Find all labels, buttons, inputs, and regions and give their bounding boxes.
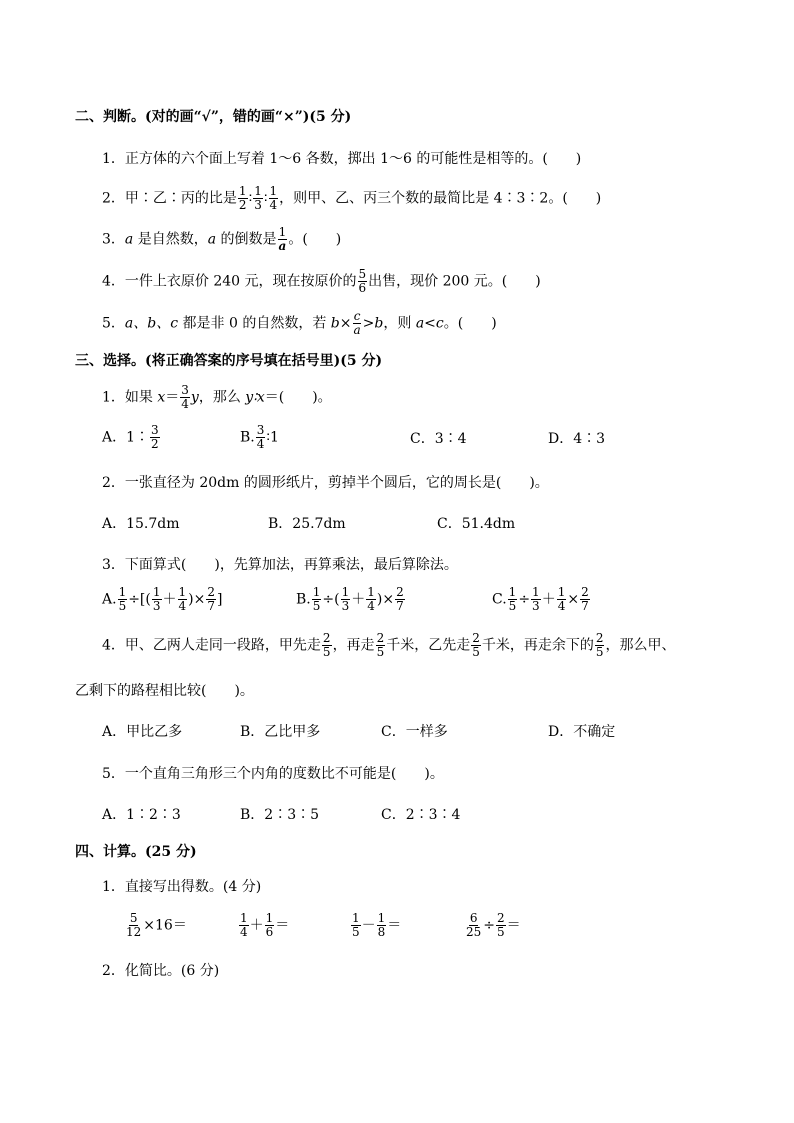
numerator: 5: [358, 267, 367, 281]
operator: )×: [376, 591, 395, 608]
choice-q4: [102, 632, 675, 659]
denominator: 4: [557, 599, 566, 613]
option-d: D．不确定: [548, 724, 616, 740]
denominator: 8: [377, 925, 386, 939]
denominator: 4: [367, 599, 375, 613]
var-a: a: [124, 231, 134, 248]
option-label: B.: [296, 591, 311, 608]
expression-1: [124, 912, 187, 939]
operator: ÷[(: [128, 591, 151, 608]
gt-sign: >: [362, 315, 375, 332]
numerator: 1: [341, 585, 350, 599]
denominator: 4: [240, 925, 248, 939]
times-sign: ×: [339, 315, 352, 332]
q4-text-pre: 4．一件上衣原价 240 元，现在按原价的: [102, 273, 357, 290]
numerator: 2: [207, 585, 215, 599]
q3-text-mid: 是自然数，: [133, 231, 208, 248]
fraction: [531, 586, 541, 613]
judgment-q5: [102, 310, 497, 337]
fraction: [465, 912, 482, 939]
numerator: 1: [265, 911, 274, 925]
numerator: 3: [151, 423, 159, 437]
option-c: C．3∶4: [410, 431, 467, 447]
numerator: 1: [178, 585, 187, 599]
expression-tail: ＝: [275, 917, 290, 934]
numerator: 2: [581, 585, 589, 599]
numerator: 1: [532, 585, 540, 599]
operator: ＋: [249, 917, 264, 934]
q5-text-mid2: ，则: [383, 315, 416, 332]
calc-expressions: [0, 912, 794, 948]
numerator: 1: [118, 585, 127, 599]
denominator: 5: [595, 645, 604, 659]
fraction: [557, 586, 567, 613]
choice-q5-options: [0, 806, 794, 826]
fraction: [377, 912, 387, 939]
numerator: 1: [312, 585, 321, 599]
numerator: 2: [396, 585, 404, 599]
ratio-sep: ∶: [248, 190, 253, 207]
option-a: A．15.7dm: [102, 516, 180, 532]
operator: ]: [216, 591, 223, 608]
expression-3: [350, 912, 401, 939]
fraction: [471, 632, 481, 659]
ratio-sep: ∶: [263, 190, 268, 207]
denominator: 5: [472, 645, 480, 659]
q5-text-post: 。( ): [443, 315, 497, 332]
option-label: C.: [492, 591, 507, 608]
denominator: 3: [341, 599, 350, 613]
fraction: [178, 586, 188, 613]
fraction: [580, 586, 590, 613]
numerator: 2: [497, 911, 505, 925]
ratio-yx: y∶x: [245, 389, 265, 406]
denominator: 4: [269, 198, 278, 212]
option-b: B．乙比甲多: [240, 724, 321, 740]
option-a: A．1∶2∶3: [102, 807, 181, 823]
denominator: 12: [126, 925, 142, 939]
equals: ＝: [165, 389, 180, 406]
denominator: 6: [358, 281, 367, 295]
q1-text-post2: ＝( )。: [264, 389, 332, 406]
numerator: c: [353, 309, 361, 323]
numerator: 3: [181, 383, 189, 397]
denominator: a: [353, 323, 361, 337]
choice-q4-options: [0, 723, 794, 743]
q5-text-mid: 都是非 0 的自然数，若: [178, 315, 331, 332]
fraction: [118, 586, 128, 613]
option-a: [102, 424, 161, 451]
fraction: [353, 310, 362, 337]
q1-text-pre: 1．如果: [102, 389, 158, 406]
choice-q3-options: [0, 586, 794, 618]
option-d: D．4∶3: [548, 431, 606, 447]
fraction: [150, 424, 160, 451]
calc-q1: 1．直接写出得数。(4 分): [102, 879, 262, 895]
q4-text-m1: ，再走: [332, 637, 375, 654]
fraction: [351, 912, 361, 939]
denominator: 5: [508, 599, 517, 613]
q2-text-pre: 2．甲∶乙∶丙的比是: [102, 190, 237, 207]
q4-text-m2: 千米，乙先走: [386, 637, 471, 654]
numerator: 1: [377, 911, 386, 925]
numerator: 1: [152, 585, 161, 599]
denominator: 4: [256, 437, 265, 451]
operator: －: [361, 917, 376, 934]
denominator: 5: [497, 925, 505, 939]
compare: a<c: [415, 315, 444, 332]
fraction: [366, 586, 376, 613]
option-c: [492, 586, 591, 613]
fraction: [269, 185, 279, 212]
choice-q1-options: [0, 424, 794, 452]
operator: ＋: [351, 591, 366, 608]
numerator: 1: [254, 184, 262, 198]
denominator: 5: [352, 925, 360, 939]
denominator: 7: [396, 599, 404, 613]
calc-q2: 2．化简比。(6 分): [102, 963, 220, 979]
judgment-q1: 1．正方体的六个面上写着 1～6 各数，掷出 1～6 的可能性是相等的。( ): [102, 151, 582, 167]
section-heading-judgment: 二、判断。(对的画“√”，错的画“×”)(5 分): [75, 109, 352, 125]
q3-text-post: 。( ): [288, 231, 342, 248]
var-b: b: [330, 315, 340, 332]
judgment-q2: [102, 185, 601, 212]
numerator: 2: [472, 631, 480, 645]
operator: ÷: [483, 917, 496, 934]
denominator: 2: [238, 198, 247, 212]
operator: ＋: [541, 591, 556, 608]
numerator: 6: [469, 911, 478, 925]
expression-tail: ＝: [387, 917, 402, 934]
denominator: 5: [118, 599, 127, 613]
choice-q5: 5．一个直角三角形三个内角的度数比不可能是( )。: [102, 766, 444, 782]
numerator: 2: [595, 631, 604, 645]
denominator: 6: [265, 925, 274, 939]
fraction: [312, 586, 322, 613]
fraction: [180, 384, 190, 411]
option-a-pre: A．1∶: [102, 429, 150, 446]
denominator: 4: [181, 397, 189, 411]
section-heading-calculation: 四、计算。(25 分): [75, 844, 197, 860]
expression-tail: ＝: [506, 917, 521, 934]
numerator: 1: [240, 911, 248, 925]
denominator: 3: [532, 599, 540, 613]
operator: ×: [567, 591, 580, 608]
numerator: 1: [238, 184, 247, 198]
judgment-q3: [102, 226, 341, 253]
fraction: [256, 424, 266, 451]
numerator: 1: [278, 225, 287, 239]
q1-text-post1: ，那么: [198, 389, 246, 406]
choice-q1: [102, 384, 332, 411]
fraction: [358, 268, 368, 295]
fraction: [496, 912, 506, 939]
expression-4: [464, 912, 521, 939]
option-label: A.: [102, 591, 117, 608]
option-b: B．2∶3∶5: [240, 807, 320, 823]
denominator: 7: [581, 599, 589, 613]
q4-text-m3: 千米，再走余下的: [481, 637, 594, 654]
denominator: 3: [254, 198, 262, 212]
q4-text-pre: 4．甲、乙两人走同一段路，甲先走: [102, 637, 321, 654]
var-y: y: [190, 389, 199, 406]
fraction: [152, 586, 162, 613]
option-b: B．25.7dm: [268, 516, 346, 532]
fraction: [595, 632, 605, 659]
numerator: 1: [269, 184, 278, 198]
fraction: [395, 586, 405, 613]
denominator: 5: [312, 599, 321, 613]
fraction: [322, 632, 332, 659]
fraction: [508, 586, 518, 613]
section-heading-choice: 三、选择。(将正确答案的序号填在括号里)(5 分): [75, 353, 383, 369]
q4-text-m4: ，那么甲、: [605, 637, 676, 654]
option-a: [102, 586, 222, 613]
denominator: 5: [376, 645, 385, 659]
denominator: 2: [151, 437, 159, 451]
numerator: 1: [352, 911, 360, 925]
numerator: 1: [367, 585, 375, 599]
q3-text-pre: 3．: [102, 231, 125, 248]
fraction: [278, 226, 288, 253]
numerator: 5: [129, 911, 138, 925]
fraction: [239, 912, 249, 939]
var-b: b: [374, 315, 384, 332]
q2-text-post: ，则甲、乙、丙三个数的最简比是 4∶3∶2。( ): [279, 190, 602, 207]
numerator: 2: [322, 631, 331, 645]
expression-tail: ×16＝: [143, 917, 187, 934]
denominator: 7: [207, 599, 215, 613]
fraction: [341, 586, 351, 613]
numerator: 1: [508, 585, 517, 599]
expression-2: [238, 912, 289, 939]
fraction: [253, 185, 263, 212]
q5-text-pre: 5．: [102, 315, 125, 332]
denominator: 5: [322, 645, 331, 659]
fraction: [125, 912, 142, 939]
choice-q3: 3．下面算式( )，先算加法，再算乘法，最后算除法。: [102, 557, 458, 573]
choice-q2: 2．一张直径为 20dm 的圆形纸片，剪掉半个圆后，它的周长是( )。: [102, 475, 549, 491]
var-x: x: [157, 389, 166, 406]
fraction: [206, 586, 216, 613]
q4-text-post: 出售，现价 200 元。( ): [368, 273, 541, 290]
choice-q2-options: [0, 515, 794, 535]
operator: ÷(: [322, 591, 340, 608]
fraction: [238, 185, 248, 212]
fraction: [265, 912, 275, 939]
denominator: 4: [178, 599, 187, 613]
numerator: 3: [256, 423, 265, 437]
numerator: 2: [376, 631, 385, 645]
var-a: a: [207, 231, 217, 248]
option-b-post: ∶1: [266, 429, 279, 446]
choice-q4-line2: 乙剩下的路程相比较( )。: [75, 683, 254, 699]
option-a: A．甲比乙多: [102, 724, 183, 740]
vars-abc: a、b、c: [124, 315, 179, 332]
fraction: [376, 632, 386, 659]
operator: )×: [188, 591, 206, 608]
option-c: C．2∶3∶4: [381, 807, 461, 823]
operator: ÷: [518, 591, 531, 608]
option-c: C．一样多: [381, 724, 448, 740]
q3-text-mid2: 的倒数是: [216, 231, 277, 248]
denominator: 3: [152, 599, 161, 613]
denominator: 25: [466, 925, 482, 939]
option-b: [296, 586, 406, 613]
option-b: [240, 424, 279, 451]
judgment-q4: [102, 268, 541, 295]
option-c: C．51.4dm: [437, 516, 516, 532]
operator: ＋: [162, 591, 177, 608]
denominator: a: [278, 239, 287, 253]
numerator: 1: [557, 585, 566, 599]
option-b-pre: B.: [240, 429, 255, 446]
